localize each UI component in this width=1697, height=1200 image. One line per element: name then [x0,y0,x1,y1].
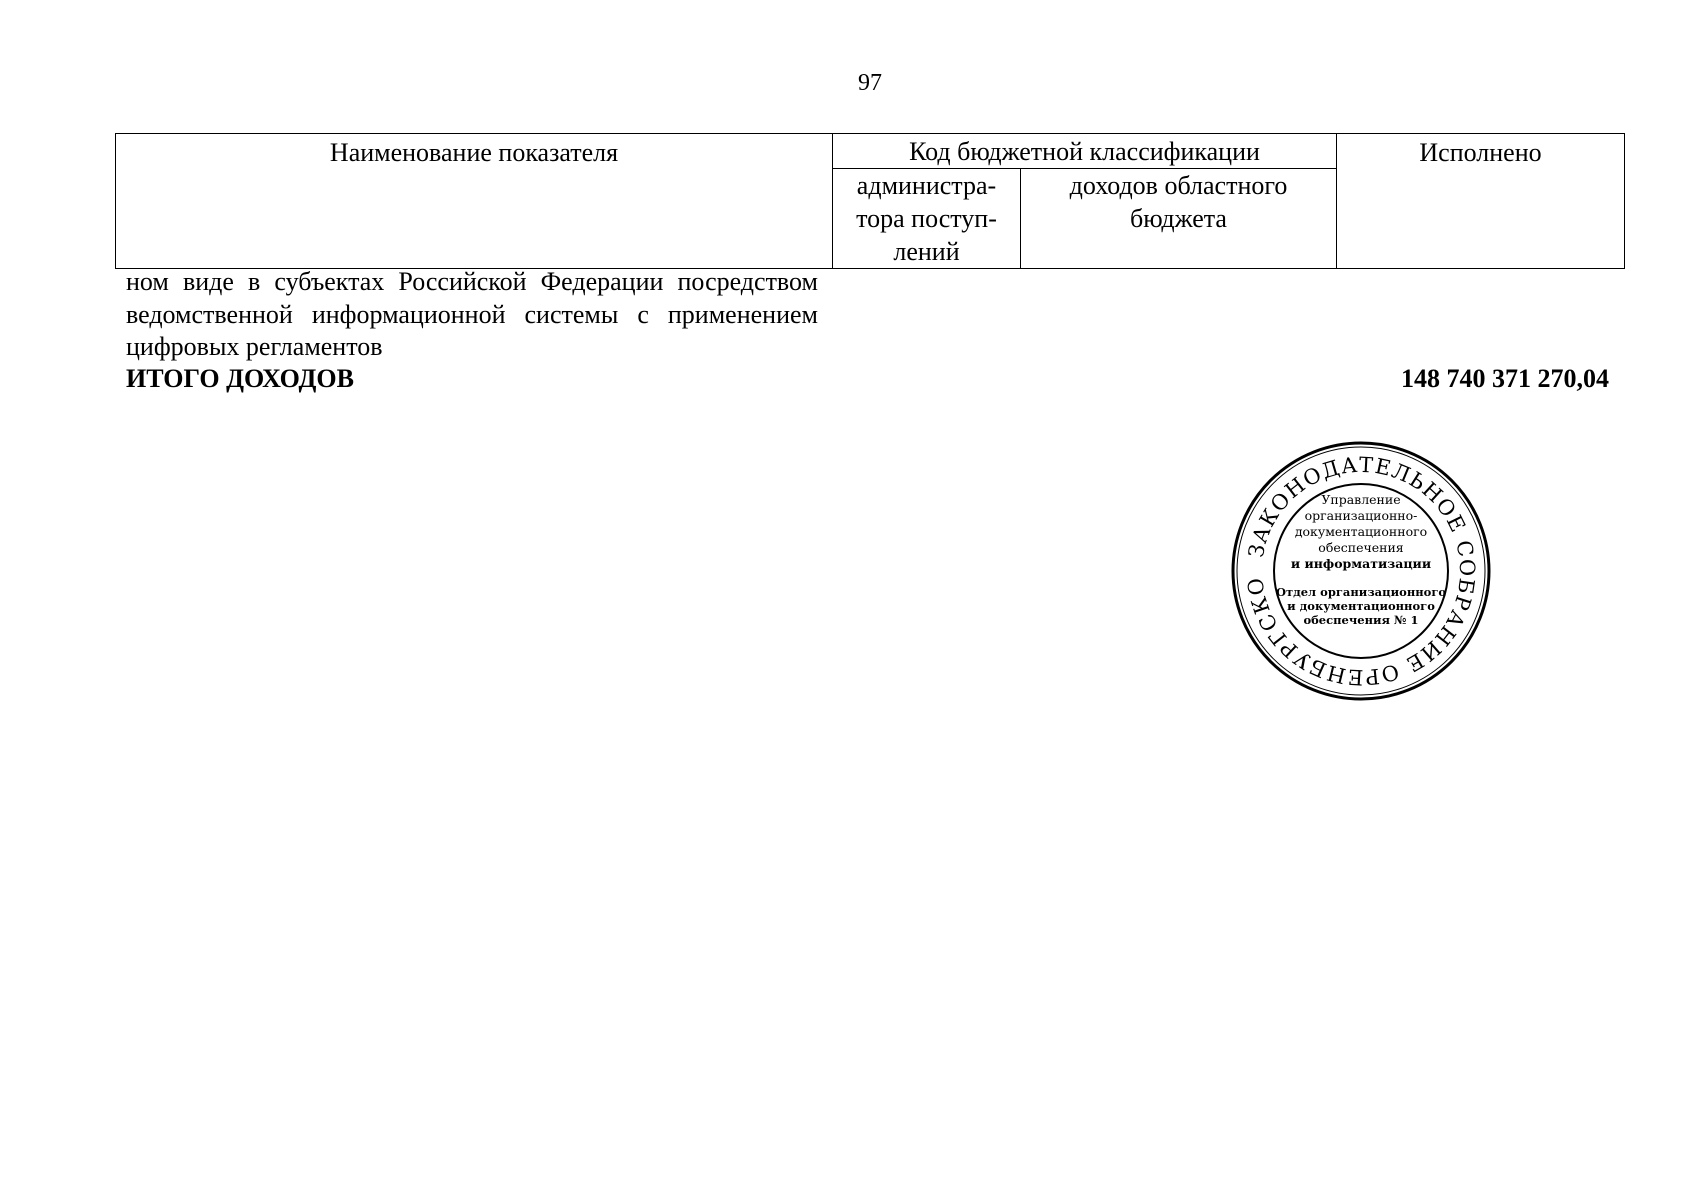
seal-line: и информатизации [1290,556,1432,571]
budget-table-header [115,133,1625,269]
seal-line: документационного [1294,524,1428,539]
total-income-label: ИТОГО ДОХОДОВ [126,364,354,393]
income-header-line: бюджета [1130,204,1227,233]
seal-line: Отдел организационного [1275,585,1447,599]
continued-row-text: ном виде в субъектах Российской Федерации посредством ведомственной информационной системы с применением цифровых регламентов [126,267,818,361]
income-header-line: доходов областного [1069,171,1288,200]
admin-header-line: администра- [856,171,997,200]
seal-line: и документационного [1287,599,1435,613]
seal-line: Управление [1321,492,1401,507]
seal-ring-text: ЗАКОНОДАТЕЛЬНОЕ СОБРАНИЕ ОРЕНБУРГСКО [1242,452,1480,690]
admin-header-line: тора поступ- [856,204,997,233]
admin-header-line: лений [893,237,960,266]
seal-line: обеспечения [1318,540,1404,555]
total-income-value: 148 740 371 270,04 [1401,364,1609,393]
column-header-administrator [833,169,1021,269]
seal-line: организационно- [1304,508,1418,523]
column-header-code-group: Код бюджетной классификации [833,134,1337,169]
seal-line: обеспечения № 1 [1303,613,1419,627]
column-header-name: Наименование показателя [116,134,833,269]
seal-outer-ring [1233,443,1489,699]
page-number: 97 [858,70,882,96]
official-seal [1228,438,1494,704]
column-header-executed: Исполнено [1337,134,1625,269]
column-header-regional-income [1021,169,1337,269]
